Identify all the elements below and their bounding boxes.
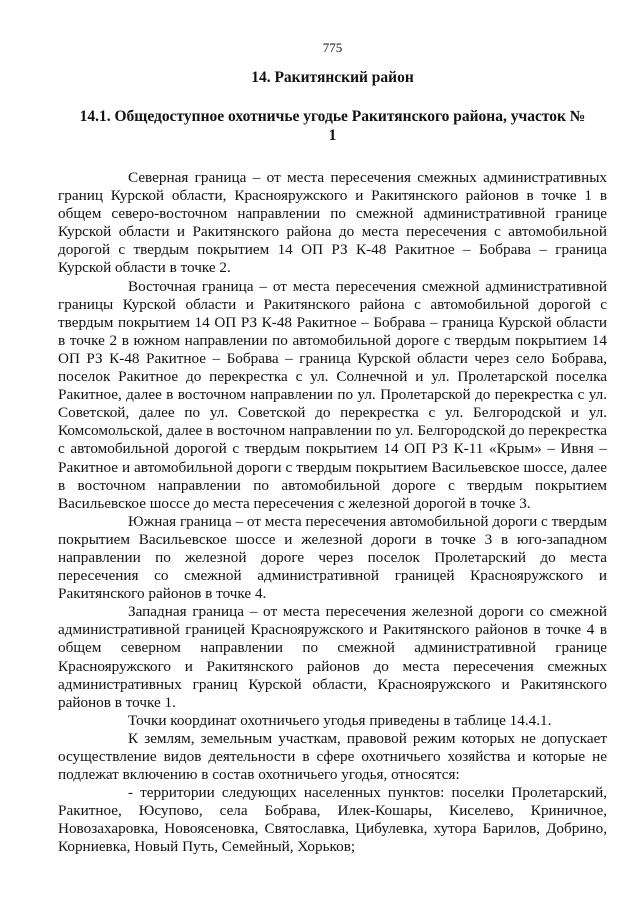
body-text [58, 169, 607, 857]
page-number: 775 [322, 40, 343, 55]
paragraph-settlements-list: - территории следующих населенных пунктов: поселки Пролетарский, Ракитное, Юсупово, села Бобрава, Илек-Кошары, Киселево, Криничное, Новозахаровка, Новоясеновка, Святославка, Цибулевка, хутора Барилов, Добрино, Корниевка, Новый Путь, Семейный, Хорьков; [58, 784, 607, 856]
paragraph-coordinates-note: Точки координат охотничьего угодья приведены в таблице 14.4.1. [128, 711, 552, 729]
paragraph-east-boundary: Восточная граница – от места пересечения смежной административной границы Курской области и Ракитянского района с автомобильной дорогой с твердым покрытием 14 ОП РЗ К-48 Ракитное – Бобрава – граница Курской области в точке 2 в южном направлении по автомобильной дороге с твердым покрытием 14 ОП РЗ К-48 Ракитное – Бобрава – граница Курской области через село Бобрава, поселок Ракитное до перекрестка с ул. Солнечной и ул. Пролетарской поселка Ракитное, далее в восточном направлении по ул. Пролетарской до перекрестка с ул. Советской, далее по ул. Советской до перекрестка с ул. Белгородской и ул. Комсомольской, далее в восточном направлении по ул. Белгородской до перекрестка с автомобильной дорогой с твердым покрытием 14 ОП РЗ К-11 «Крым» – Ивня – Ракитное и автомобильной дороги с твердым покрытием Васильевское шоссе, далее в восточном направлении по автомобильной дороге с твердым покрытием Васильевское шоссе до места пересечения с железной дорогой в точке 3. [58, 277, 607, 512]
paragraph-west-boundary: Западная граница – от места пересечения железной дороги со смежной административной границей Краснояружского и Ракитянского районов в точке 4 в общем северном направлении по смежной административной границе Краснояружского и Ракитянского районов до места пересечения смежных административных границ Курской области, Краснояружского и Ракитянского районов в точке 1. [58, 603, 607, 711]
paragraph-south-boundary: Южная граница – от места пересечения автомобильной дороги с твердым покрытием Васильевское шоссе и железной дороги в точке 3 в юго-западном направлении по железной дороге через поселок Пролетарский до места пересечения со смежной административной границей Краснояружского и Ракитянского районов в точке 4. [58, 512, 607, 603]
paragraph-excluded-lands: К землям, земельным участкам, правовой режим которых не допускает осуществление видов деятельности в сфере охотничьего хозяйства и которые не подлежат включению в состав охотничьего угодья, относятся: [58, 729, 607, 784]
paragraph-north-boundary: Северная граница – от места пересечения смежных административных границ Курской области, Краснояружского и Ракитянского районов в точке 1 в общем северо-восточном направлении по смежной административной границе Курской области и Ракитянского района до места пересечения с автомобильной дорогой с твердым покрытием 14 ОП РЗ К-48 Ракитное – Бобрава – граница Курской области в точке 2. [58, 169, 607, 277]
subsection-heading: 14.1. Общедоступное охотничье угодье Ракитянского района, участок № 1 [79, 108, 586, 144]
section-heading: 14. Ракитянский район [251, 69, 414, 86]
